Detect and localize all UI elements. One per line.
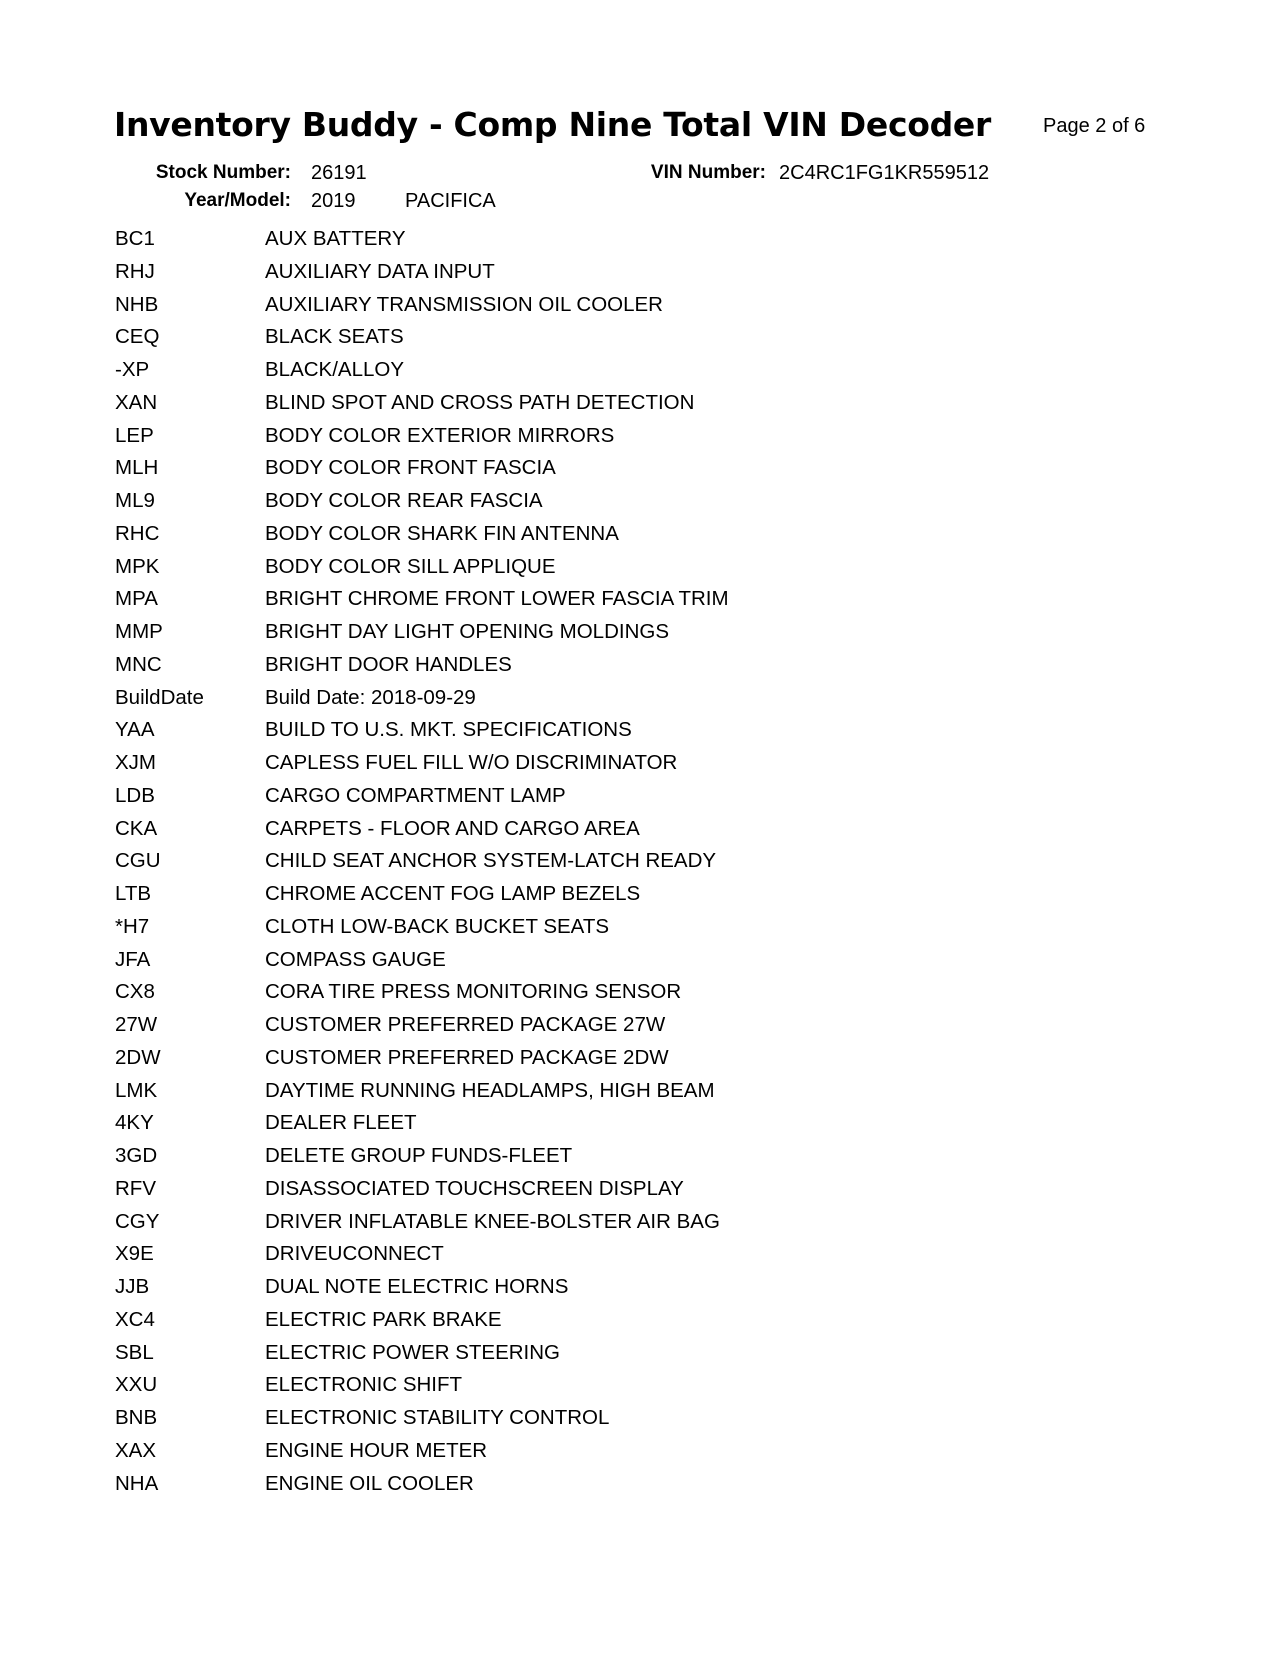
option-code: 4KY: [115, 1111, 154, 1135]
option-code: XJM: [115, 751, 156, 774]
option-description: AUXILIARY TRANSMISSION OIL COOLER: [265, 292, 663, 316]
list-item: [115, 1046, 1115, 1079]
list-item: [115, 260, 1115, 293]
option-code-list: [115, 227, 1115, 1504]
option-code: ML9: [115, 489, 155, 512]
option-description: CARGO COMPARTMENT LAMP: [265, 783, 566, 807]
option-code: CX8: [115, 980, 155, 1004]
list-item: [115, 882, 1115, 915]
vin-number-label: VIN Number:: [650, 162, 766, 183]
option-code: NHB: [115, 292, 159, 316]
option-description: BODY COLOR REAR FASCIA: [265, 489, 543, 512]
option-code: 3GD: [115, 1144, 158, 1167]
list-item: [115, 1373, 1115, 1406]
option-description: ELECTRIC POWER STEERING: [265, 1340, 561, 1364]
option-description: DISASSOCIATED TOUCHSCREEN DISPLAY: [265, 1176, 684, 1200]
option-description: CHILD SEAT ANCHOR SYSTEM-LATCH READY: [265, 849, 717, 873]
option-code: X9E: [115, 1242, 154, 1266]
option-description: CAPLESS FUEL FILL W/O DISCRIMINATOR: [265, 751, 678, 774]
option-code: JFA: [115, 947, 151, 971]
option-description: BRIGHT DAY LIGHT OPENING MOLDINGS: [265, 620, 670, 643]
option-description: BUILD TO U.S. MKT. SPECIFICATIONS: [265, 718, 632, 742]
option-code: LMK: [115, 1078, 158, 1102]
option-code: CGU: [115, 849, 161, 873]
list-item: [115, 718, 1115, 751]
option-description: ELECTRIC PARK BRAKE: [265, 1307, 502, 1331]
option-description: CHROME ACCENT FOG LAMP BEZELS: [265, 882, 641, 905]
page-title: Inventory Buddy - Comp Nine Total VIN Decoder: [114, 105, 991, 144]
list-item: [115, 1439, 1115, 1472]
option-code: CEQ: [115, 325, 160, 349]
option-code: MNC: [115, 652, 162, 676]
option-description: BLIND SPOT AND CROSS PATH DETECTION: [265, 390, 695, 414]
option-description: BODY COLOR EXTERIOR MIRRORS: [265, 423, 615, 447]
option-description: Build Date: 2018-09-29: [265, 685, 476, 709]
option-code: BNB: [115, 1406, 158, 1429]
option-code: YAA: [115, 718, 155, 742]
option-description: BRIGHT DOOR HANDLES: [265, 652, 512, 676]
option-description: DEALER FLEET: [265, 1111, 417, 1135]
list-item: [115, 1242, 1115, 1275]
vin-number-value: 2C4RC1FG1KR559512: [779, 162, 990, 184]
option-code: CGY: [115, 1209, 160, 1233]
list-item: [115, 849, 1115, 882]
option-description: CLOTH LOW-BACK BUCKET SEATS: [265, 914, 610, 938]
option-description: BRIGHT CHROME FRONT LOWER FASCIA TRIM: [265, 587, 729, 611]
year-model-label: Year/Model:: [184, 190, 291, 211]
option-code: XC4: [115, 1307, 155, 1331]
list-item: [115, 1210, 1115, 1243]
list-item: [115, 1472, 1115, 1505]
page-number: Page 2 of 6: [1043, 115, 1146, 137]
list-item: [115, 325, 1115, 358]
list-item: [115, 391, 1115, 424]
list-item: [115, 1079, 1115, 1112]
stock-number-label: Stock Number:: [155, 162, 291, 183]
option-description: DUAL NOTE ELECTRIC HORNS: [265, 1275, 569, 1298]
list-item: [115, 686, 1115, 719]
option-code: RHJ: [115, 259, 155, 283]
list-item: [115, 587, 1115, 620]
option-description: CARPETS - FLOOR AND CARGO AREA: [265, 816, 640, 840]
option-description: BODY COLOR FRONT FASCIA: [265, 456, 556, 480]
option-code: XAN: [115, 390, 158, 414]
option-code: -XP: [115, 358, 150, 381]
list-item: [115, 620, 1115, 653]
option-description: CUSTOMER PREFERRED PACKAGE 27W: [265, 1013, 666, 1036]
option-description: ELECTRONIC STABILITY CONTROL: [265, 1406, 610, 1429]
option-description: BLACK/ALLOY: [265, 358, 405, 381]
year-value: 2019: [311, 190, 356, 212]
list-item: [115, 817, 1115, 850]
option-description: BODY COLOR SHARK FIN ANTENNA: [265, 521, 619, 545]
list-item: [115, 489, 1115, 522]
list-item: [115, 522, 1115, 555]
option-code: RHC: [115, 521, 160, 545]
list-item: [115, 1013, 1115, 1046]
list-item: [115, 784, 1115, 817]
list-item: [115, 1144, 1115, 1177]
list-item: [115, 424, 1115, 457]
option-description: CUSTOMER PREFERRED PACKAGE 2DW: [265, 1045, 669, 1069]
option-code: MPK: [115, 554, 160, 578]
option-code: LEP: [115, 423, 154, 447]
option-code: BuildDate: [115, 685, 204, 709]
option-description: ENGINE HOUR METER: [265, 1438, 488, 1462]
option-code: 2DW: [115, 1045, 161, 1069]
option-description: ELECTRONIC SHIFT: [265, 1373, 463, 1397]
list-item: [115, 948, 1115, 981]
option-code: XAX: [115, 1438, 157, 1462]
option-code: LDB: [115, 783, 155, 807]
list-item: [115, 456, 1115, 489]
list-item: [115, 751, 1115, 784]
option-description: BODY COLOR SILL APPLIQUE: [265, 554, 556, 578]
option-description: AUXILIARY DATA INPUT: [265, 259, 495, 283]
option-description: DELETE GROUP FUNDS-FLEET: [265, 1144, 573, 1167]
option-description: CORA TIRE PRESS MONITORING SENSOR: [265, 980, 682, 1004]
list-item: [115, 1406, 1115, 1439]
option-description: COMPASS GAUGE: [265, 947, 446, 971]
list-item: [115, 293, 1115, 326]
option-code: *H7: [115, 914, 150, 938]
option-description: BLACK SEATS: [265, 325, 404, 349]
list-item: [115, 1341, 1115, 1374]
option-code: CKA: [115, 816, 158, 840]
option-code: SBL: [115, 1340, 154, 1364]
option-code: XXU: [115, 1373, 158, 1397]
option-code: LTB: [115, 882, 152, 905]
option-description: DRIVEUCONNECT: [265, 1242, 444, 1266]
list-item: [115, 227, 1115, 260]
stock-number-value: 26191: [311, 162, 367, 184]
list-item: [115, 980, 1115, 1013]
model-value: PACIFICA: [405, 190, 496, 212]
list-item: [115, 1111, 1115, 1144]
option-code: RFV: [115, 1176, 156, 1200]
option-code: BC1: [115, 227, 155, 250]
list-item: [115, 1308, 1115, 1341]
option-code: NHA: [115, 1471, 159, 1495]
option-code: 27W: [115, 1013, 158, 1036]
list-item: [115, 1275, 1115, 1308]
list-item: [115, 1177, 1115, 1210]
list-item: [115, 358, 1115, 391]
option-description: DAYTIME RUNNING HEADLAMPS, HIGH BEAM: [265, 1078, 715, 1102]
option-code: JJB: [115, 1275, 150, 1298]
list-item: [115, 915, 1115, 948]
option-code: MMP: [115, 620, 163, 643]
option-description: AUX BATTERY: [265, 227, 406, 250]
option-description: DRIVER INFLATABLE KNEE-BOLSTER AIR BAG: [265, 1209, 720, 1233]
list-item: [115, 653, 1115, 686]
option-code: MLH: [115, 456, 159, 480]
option-code: MPA: [115, 587, 158, 611]
list-item: [115, 555, 1115, 588]
option-description: ENGINE OIL COOLER: [265, 1471, 474, 1495]
